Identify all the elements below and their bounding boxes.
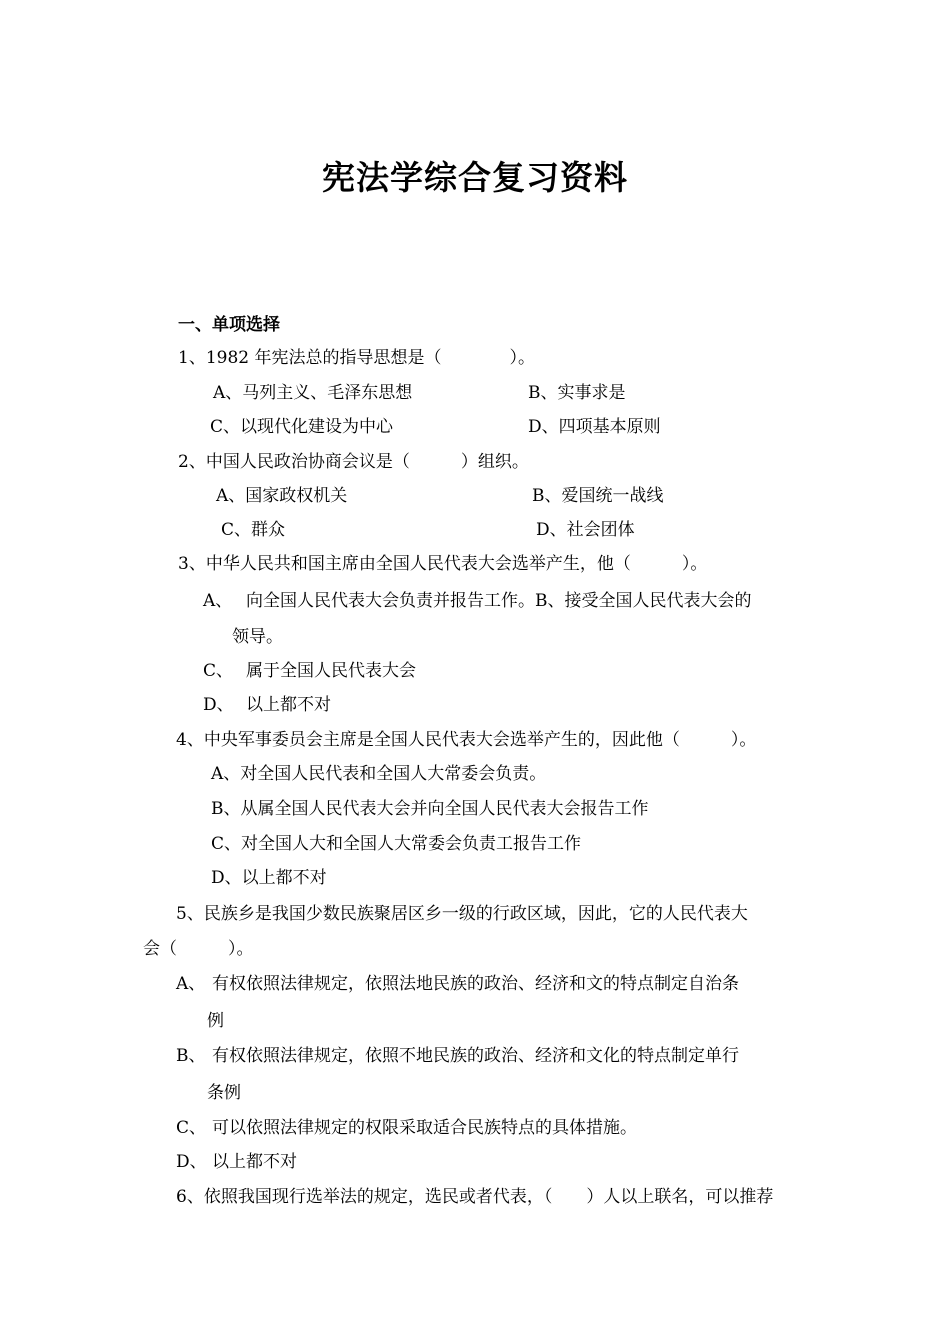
question-5-option-a-line1: 有权依照法律规定，依照法地民族的政治、经济和文的特点制定自治条 xyxy=(212,974,739,994)
question-5-option-b-line2: 条例 xyxy=(207,1083,241,1103)
question-3-option-a-line2: 领导。 xyxy=(232,627,283,647)
question-2-option-a: A、国家政权机关 xyxy=(216,486,348,506)
question-4-option-a: A、对全国人民代表和全国人大常委会负责。 xyxy=(211,764,547,784)
question-5-option-d-label: D、 xyxy=(176,1152,207,1172)
question-5-option-a-label: A、 xyxy=(176,974,206,994)
question-6-stem: 6、依照我国现行选举法的规定，选民或者代表，（ ）人以上联名，可以推荐 xyxy=(176,1187,774,1207)
question-3-option-d: 以上都不对 xyxy=(246,695,331,715)
document-title: 宪法学综合复习资料 xyxy=(322,158,628,197)
question-2-stem: 2、中国人民政治协商会议是（ ）组织。 xyxy=(178,452,529,472)
question-5-option-c: 可以依照法律规定的权限采取适合民族特点的具体措施。 xyxy=(212,1118,637,1138)
question-5-stem-line1: 5、民族乡是我国少数民族聚居区乡一级的行政区域，因此，它的人民代表大 xyxy=(176,904,748,924)
question-5-option-a-line2: 例 xyxy=(207,1011,224,1031)
question-1-option-b: B、实事求是 xyxy=(528,383,626,403)
question-4-stem: 4、中央军事委员会主席是全国人民代表大会选举产生的，因此他（ ）。 xyxy=(176,730,757,750)
question-5-option-d: 以上都不对 xyxy=(212,1152,297,1172)
question-4-option-b: B、从属全国人民代表大会并向全国人民代表大会报告工作 xyxy=(211,799,649,819)
question-3-option-c-label: C、 xyxy=(203,661,234,681)
question-3-option-a-line1: 向全国人民代表大会负责并报告工作。B、接受全国人民代表大会的 xyxy=(246,591,752,611)
question-5-option-b-label: B、 xyxy=(176,1046,206,1066)
question-1-option-c: C、以现代化建设为中心 xyxy=(210,417,394,437)
question-2-option-b: B、爱国统一战线 xyxy=(532,486,664,506)
question-1-option-a: A、马列主义、毛泽东思想 xyxy=(213,383,413,403)
question-5-option-c-label: C、 xyxy=(176,1118,207,1138)
question-5-stem-line2: 会（ ）。 xyxy=(143,939,254,959)
question-5-option-b-line1: 有权依照法律规定，依照不地民族的政治、经济和文化的特点制定单行 xyxy=(212,1046,739,1066)
question-4-option-c: C、对全国人大和全国人大常委会负责工报告工作 xyxy=(211,834,582,854)
question-3-option-d-label: D、 xyxy=(203,695,234,715)
question-3-option-a-label: A、 xyxy=(203,591,233,611)
question-1-stem: 1、1982 年宪法总的指导思想是（ ）。 xyxy=(178,348,535,368)
question-3-option-c: 属于全国人民代表大会 xyxy=(246,661,416,681)
section-heading: 一、单项选择 xyxy=(178,315,280,335)
question-2-option-d: D、社会团体 xyxy=(536,520,635,540)
question-2-option-c: C、群众 xyxy=(221,520,286,540)
question-4-option-d: D、以上都不对 xyxy=(211,868,327,888)
question-3-stem: 3、中华人民共和国主席由全国人民代表大会选举产生，他（ ）。 xyxy=(178,554,708,574)
question-1-option-d: D、四项基本原则 xyxy=(528,417,661,437)
